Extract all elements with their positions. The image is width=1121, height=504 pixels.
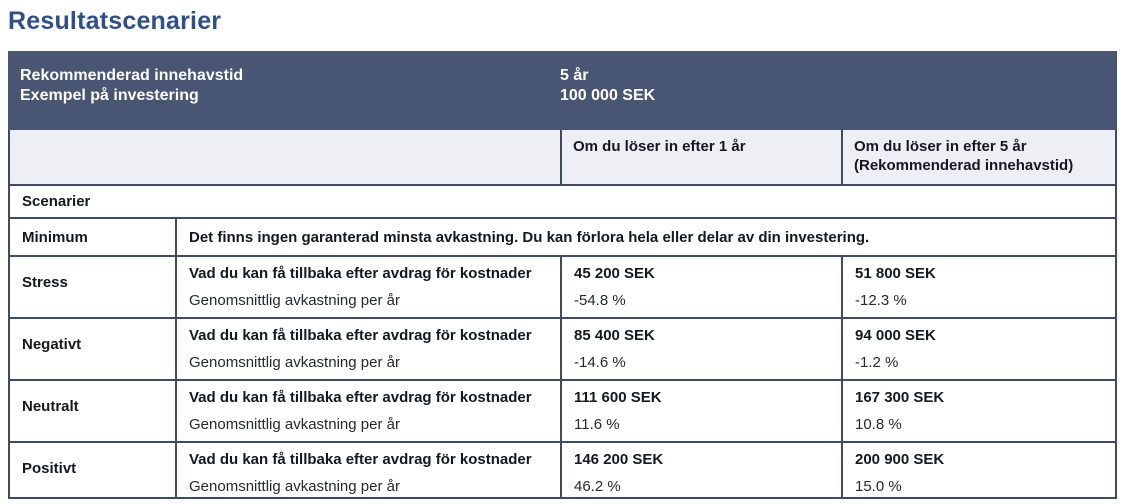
value-amount-5yr: 167 300 SEK (855, 389, 945, 406)
value-return-5yr: -1.2 % (855, 354, 899, 371)
avg-return-label: Genomsnittlig avkastning per år (189, 292, 400, 309)
value-amount-5yr: 94 000 SEK (855, 327, 936, 344)
values-5yr (841, 381, 1115, 441)
scenario-description (175, 443, 560, 497)
investment-example-value: 100 000 SEK (560, 87, 656, 104)
scenario-description (175, 257, 560, 317)
scenario-label: Negativt (22, 336, 82, 353)
scenarios-section-label: Scenarier (22, 193, 91, 210)
scenarios-table (8, 130, 1117, 499)
avg-return-label: Genomsnittlig avkastning per år (189, 416, 400, 433)
summary-band (8, 51, 1117, 130)
after-costs-label: Vad du kan få tillbaka efter avdrag för kostnader (189, 327, 532, 344)
scenario-row-stress (10, 255, 1115, 317)
minimum-row (10, 217, 1115, 255)
table-header-row (10, 130, 1115, 184)
scenario-row-positivt (10, 441, 1115, 497)
value-amount-1yr: 146 200 SEK (574, 451, 664, 468)
values-1yr (560, 381, 841, 441)
column-header-5yr-line1: Om du löser in efter 5 år (854, 138, 1027, 155)
minimum-disclaimer-text: Det finns ingen garanterad minsta avkastning. Du kan förlora hela eller delar av din investering. (175, 219, 1115, 255)
column-header-5yr-line2: (Rekommenderad innehavstid) (854, 157, 1074, 174)
values-5yr (841, 443, 1115, 497)
value-return-5yr: 10.8 % (855, 416, 902, 433)
page-title: Resultatscenarier (8, 7, 222, 35)
value-return-5yr: -12.3 % (855, 292, 907, 309)
values-1yr (560, 257, 841, 317)
investment-example-label: Exempel på investering (20, 87, 199, 104)
values-1yr (560, 443, 841, 497)
column-header-1yr: Om du löser in efter 1 år (560, 130, 841, 184)
scenario-label: Positivt (22, 460, 77, 477)
scenario-description (175, 319, 560, 379)
value-return-1yr: 46.2 % (574, 478, 621, 495)
value-amount-1yr: 45 200 SEK (574, 265, 655, 282)
value-return-5yr: 15.0 % (855, 478, 902, 495)
holding-period-label: Rekommenderad innehavstid (20, 67, 244, 84)
values-1yr (560, 319, 841, 379)
minimum-label: Minimum (22, 229, 88, 246)
avg-return-label: Genomsnittlig avkastning per år (189, 478, 400, 495)
header-empty-cell (10, 130, 560, 184)
avg-return-label: Genomsnittlig avkastning per år (189, 354, 400, 371)
column-header-5yr (841, 130, 1115, 184)
after-costs-label: Vad du kan få tillbaka efter avdrag för kostnader (189, 451, 532, 468)
scenario-row-neutralt (10, 379, 1115, 441)
scenario-label: Stress (22, 274, 68, 291)
after-costs-label: Vad du kan få tillbaka efter avdrag för kostnader (189, 389, 532, 406)
value-amount-5yr: 200 900 SEK (855, 451, 945, 468)
scenario-row-negativt (10, 317, 1115, 379)
scenario-description (175, 381, 560, 441)
value-amount-1yr: 85 400 SEK (574, 327, 655, 344)
after-costs-label: Vad du kan få tillbaka efter avdrag för kostnader (189, 265, 532, 282)
values-5yr (841, 257, 1115, 317)
scenarios-section-row (10, 184, 1115, 217)
value-return-1yr: -54.8 % (574, 292, 626, 309)
values-5yr (841, 319, 1115, 379)
value-amount-1yr: 111 600 SEK (574, 389, 662, 406)
value-return-1yr: -14.6 % (574, 354, 626, 371)
summary-band-values (560, 66, 1117, 106)
scenario-label: Neutralt (22, 398, 79, 415)
summary-band-labels (8, 66, 560, 106)
value-amount-5yr: 51 800 SEK (855, 265, 936, 282)
holding-period-value: 5 år (560, 67, 589, 84)
value-return-1yr: 11.6 % (574, 416, 620, 433)
